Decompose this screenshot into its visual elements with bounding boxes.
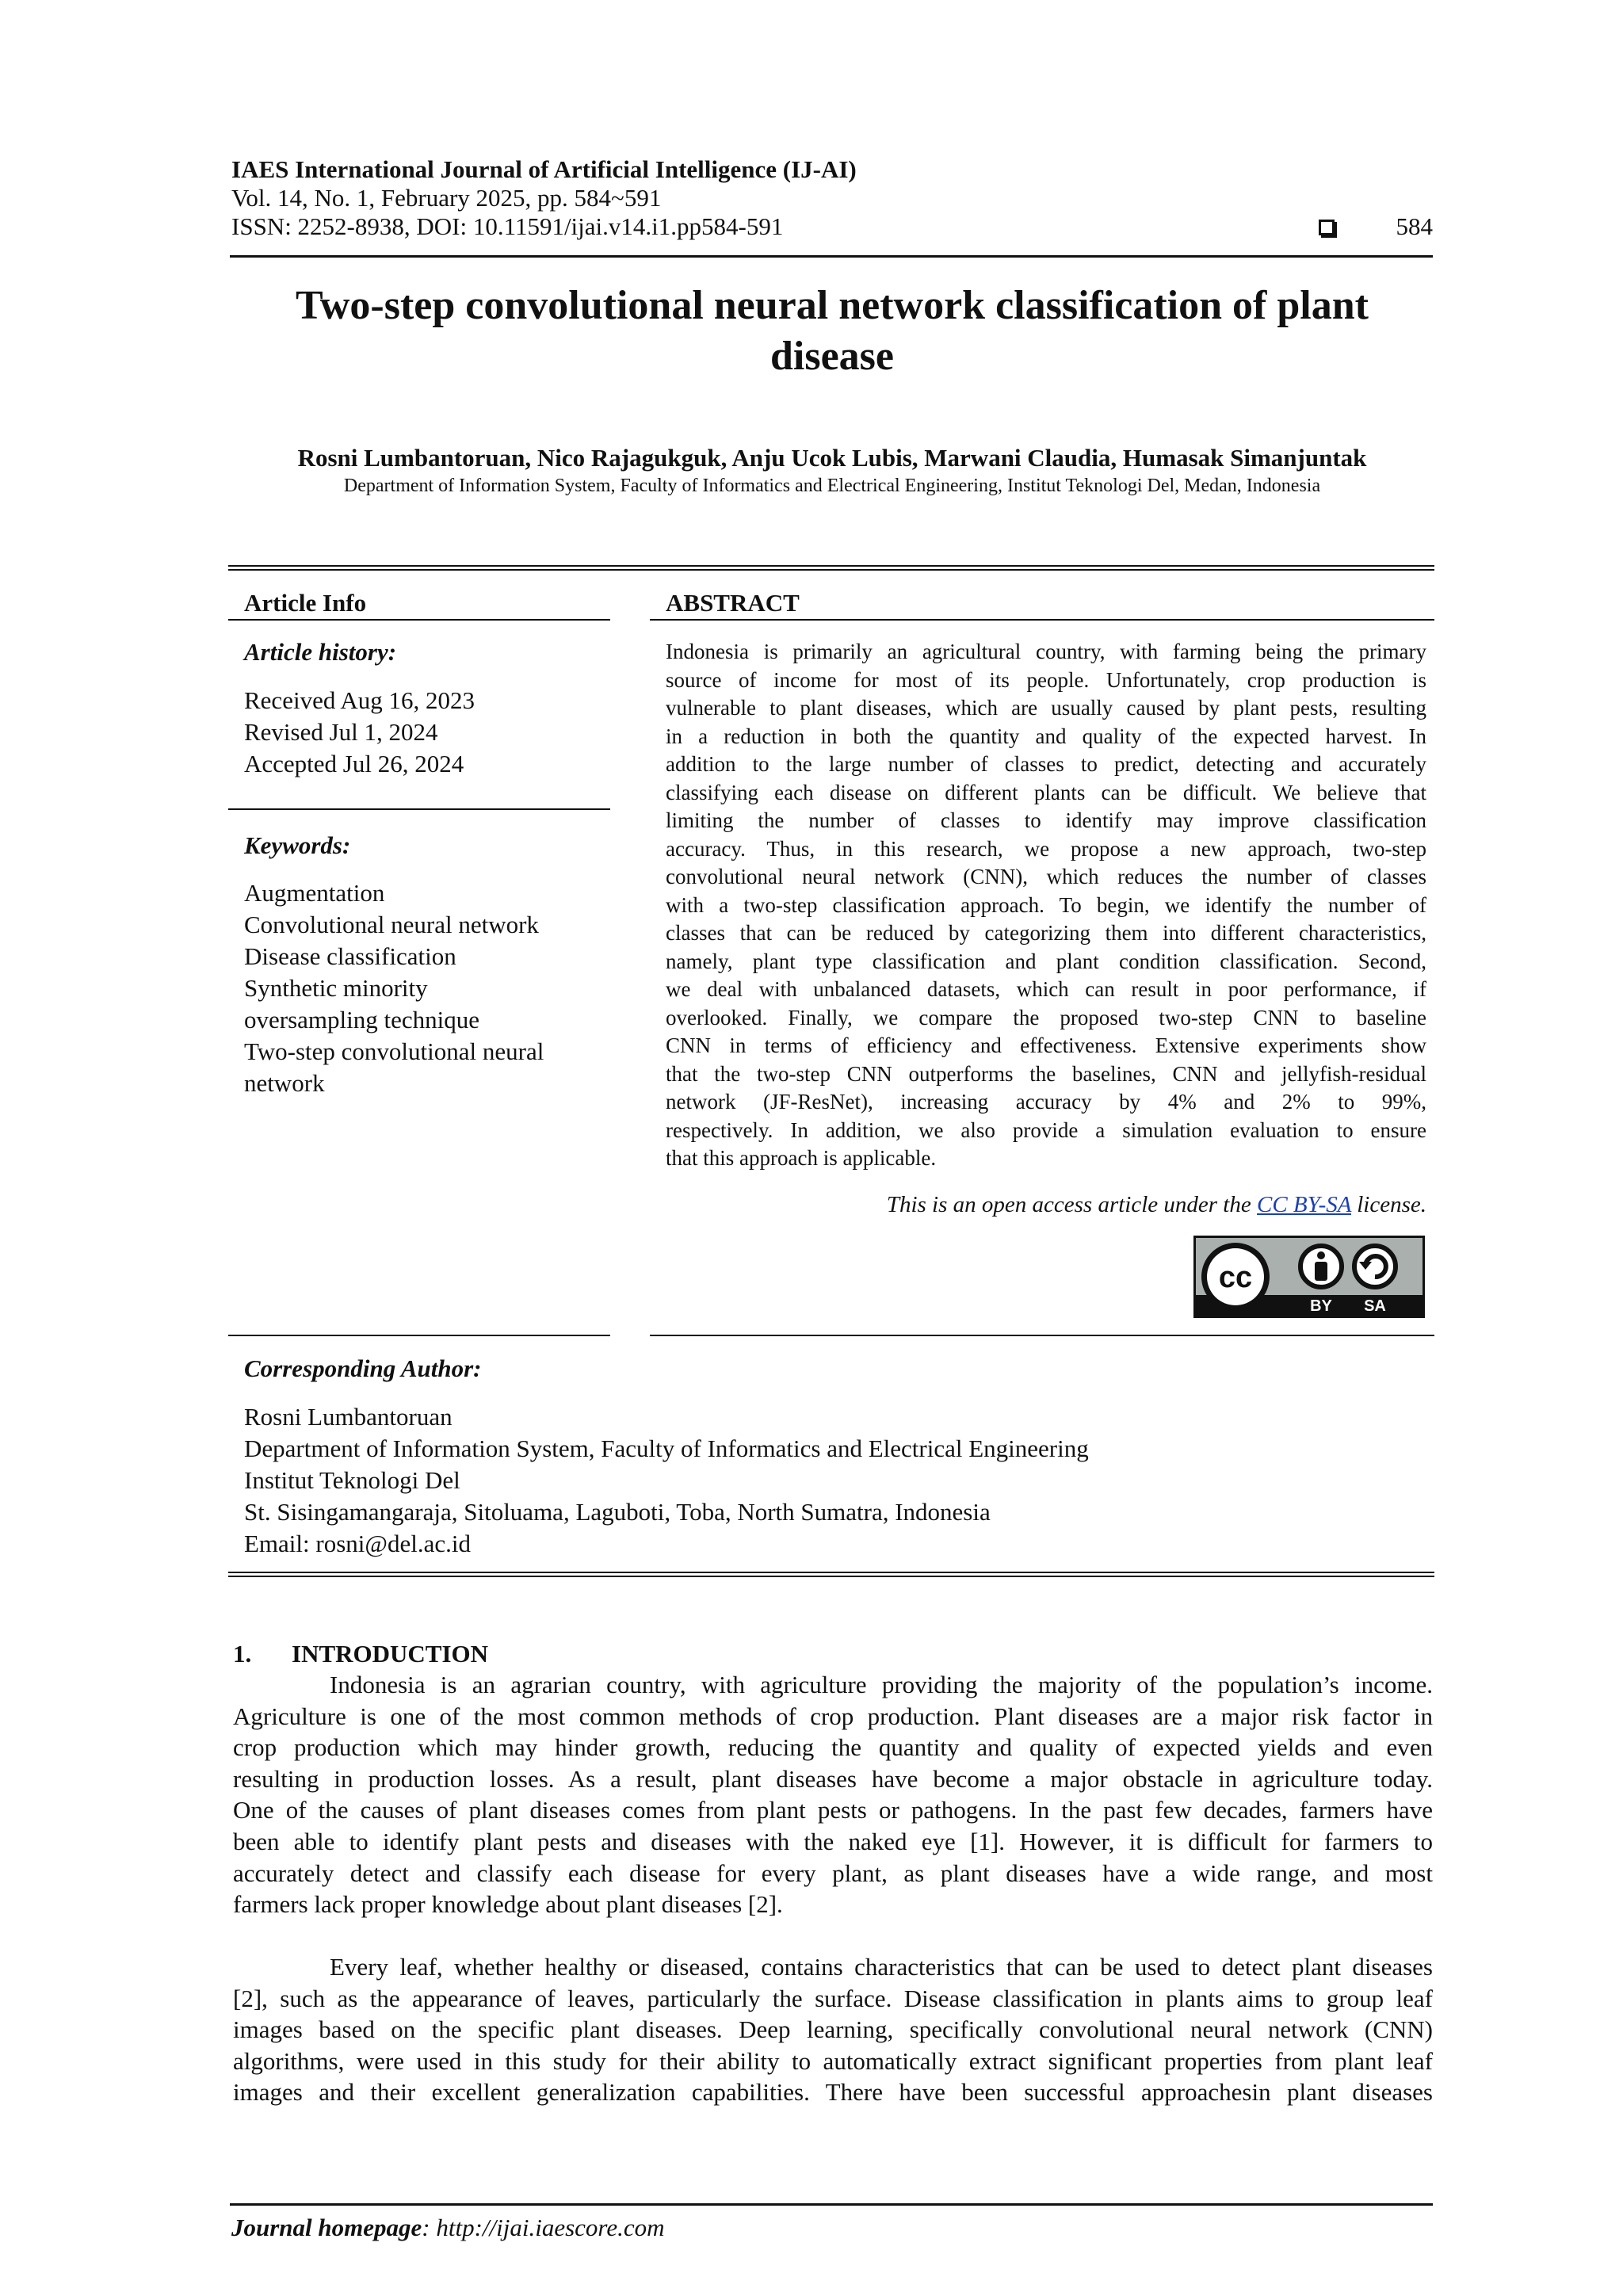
history-received: Received Aug 16, 2023 — [244, 686, 475, 714]
homepage-label: Journal homepage — [231, 2214, 422, 2241]
keyword-item: network — [244, 1069, 325, 1097]
keyword-item: oversampling technique — [244, 1006, 479, 1033]
info-rule-top — [228, 565, 1434, 567]
abstract-line: in a reduction in both the quantity and quality of the expected harvest. In — [666, 724, 1426, 748]
keyword-item: Augmentation — [244, 879, 385, 907]
body-line: [2], such as the appearance of leaves, particularly the surface. Disease classification in plants aims to group leaf — [233, 1984, 1433, 2012]
info-rule-end — [228, 1572, 1434, 1573]
abstract-line: CNN in terms of efficiency and effectiveness. Extensive experiments show — [666, 1033, 1426, 1057]
body-line: algorithms, were used in this study for their ability to automatically extract significant properties from plant leaf — [233, 2046, 1433, 2075]
cc-badge-graphic — [1196, 1238, 1423, 1316]
info-rule-top-double — [228, 569, 1434, 571]
license-prefix: This is an open access article under the — [886, 1192, 1257, 1217]
info-rule-bottom-right — [650, 1335, 1434, 1336]
body-line: images based on the specific plant diseases. Deep learning, specifically convolutional neural network (CNN) — [233, 2015, 1433, 2044]
journal-volume: Vol. 14, No. 1, February 2025, pp. 584~591 — [231, 184, 662, 212]
by-label: BY — [1310, 1297, 1332, 1315]
corresponding-department: Department of Information System, Faculty of Informatics and Electrical Engineering — [244, 1435, 1089, 1462]
corresponding-name: Rosni Lumbantoruan — [244, 1403, 453, 1431]
body-line: One of the causes of plant diseases comes from plant pests or pathogens. In the past few decades, farmers have — [233, 1796, 1433, 1824]
body-line: accurately detect and classify each disease for every plant, as plant diseases have a wide range, and most — [233, 1859, 1433, 1887]
body-line: Every leaf, whether healthy or diseased, contains characteristics that can be used to detect plant diseases — [330, 1953, 1433, 1981]
abstract-line: addition to the large number of classes to predict, detecting and accurately — [666, 752, 1426, 776]
abstract-line: namely, plant type classification and plant condition classification. Second, — [666, 949, 1426, 973]
journal-homepage — [231, 2213, 665, 2243]
journal-issn-doi: ISSN: 2252-8938, DOI: 10.11591/ijai.v14.i1.pp584-591 — [231, 212, 784, 240]
footer-rule — [230, 2203, 1433, 2206]
homepage-separator: : — [422, 2214, 437, 2241]
abstract-line: source of income for most of its people. Unfortunately, crop production is — [666, 667, 1426, 692]
keyword-item: Disease classification — [244, 942, 456, 970]
article-info-rule — [228, 619, 610, 621]
body-line: farmers lack proper knowledge about plant diseases [2]. — [233, 1890, 783, 1919]
author-list: Rosni Lumbantoruan, Nico Rajagukguk, Anju Ucok Lubis, Marwani Claudia, Humasak Simanjuntak — [297, 444, 1367, 472]
intro-paragraph-2 — [233, 1951, 1433, 2108]
abstract-line: convolutional neural network (CNN), which reduces the number of classes — [666, 865, 1426, 888]
abstract-line: classifying each disease on different plants can be difficult. We believe that — [666, 780, 1426, 804]
abstract-line: accuracy. Thus, in this research, we propose a new approach, two-step — [666, 836, 1426, 861]
intro-paragraph-1 — [233, 1669, 1433, 1920]
cc-label: cc — [1218, 1261, 1253, 1294]
title-line-2: disease — [770, 334, 894, 379]
page-number: 584 — [1396, 212, 1433, 240]
corresponding-email: Email: rosni@del.ac.id — [244, 1530, 471, 1557]
section-title: INTRODUCTION — [292, 1640, 489, 1668]
section-number: 1. — [233, 1640, 252, 1668]
keyword-item: Convolutional neural network — [244, 911, 539, 938]
abstract-line: network (JF-ResNet), increasing accuracy by 4% and 2% to 99%, — [666, 1090, 1426, 1114]
license-statement — [666, 1190, 1426, 1219]
article-history — [244, 685, 475, 780]
article-info-heading: Article Info — [244, 589, 367, 617]
keyword-item: Two-step convolutional neural — [244, 1037, 544, 1065]
body-line: been able to identify plant pests and diseases with the naked eye [1]. However, it is difficult for farmers to — [233, 1827, 1433, 1855]
abstract-line: that this approach is applicable. — [666, 1146, 937, 1170]
history-revised: Revised Jul 1, 2024 — [244, 718, 438, 746]
corresponding-author-label: Corresponding Author: — [244, 1354, 482, 1382]
body-line: Indonesia is an agrarian country, with agriculture providing the majority of the population’s income. — [330, 1671, 1433, 1698]
info-rule-bottom-left — [228, 1335, 610, 1336]
keyword-item: Synthetic minority — [244, 974, 428, 1002]
paper-title — [231, 281, 1433, 382]
keywords-label: Keywords: — [244, 831, 351, 859]
share-alike-icon — [1354, 1246, 1396, 1287]
header-rule — [230, 255, 1433, 258]
article-history-label: Article history: — [244, 638, 397, 666]
abstract-rule — [650, 619, 1434, 621]
journal-name: IAES International Journal of Artificial Intelligence (IJ-AI) — [231, 155, 857, 183]
title-line-1: Two-step convolutional neural network classification of plant — [296, 283, 1369, 328]
homepage-url[interactable]: http://ijai.iaescore.com — [436, 2214, 665, 2241]
corresponding-institution: Institut Teknologi Del — [244, 1466, 460, 1494]
corresponding-address: St. Sisingamangaraja, Sitoluama, Laguboti, Toba, North Sumatra, Indonesia — [244, 1498, 991, 1526]
abstract-line: respectively. In addition, we also provide a simulation evaluation to ensure — [666, 1117, 1426, 1142]
abstract-heading: ABSTRACT — [666, 589, 800, 617]
checkbox-square-icon — [1319, 220, 1335, 235]
body-line: resulting in production losses. As a result, plant diseases have become a major obstacle in agriculture today. — [233, 1764, 1433, 1793]
abstract-line: vulnerable to plant diseases, which are usually caused by plant pests, resulting — [666, 696, 1426, 720]
history-accepted: Accepted Jul 26, 2024 — [244, 750, 464, 777]
body-line: Agriculture is one of the most common methods of crop production. Plant diseases are a major risk factor in — [233, 1702, 1433, 1730]
abstract-line: limiting the number of classes to identify may improve classification — [666, 808, 1426, 832]
cc-by-sa-badge[interactable] — [1193, 1236, 1425, 1318]
keywords-rule — [228, 808, 610, 810]
info-rule-end-double — [228, 1576, 1434, 1577]
license-suffix: license. — [1350, 1192, 1426, 1217]
license-link[interactable]: CC BY-SA — [1257, 1192, 1351, 1217]
abstract-line: we deal with unbalanced datasets, which can result in poor performance, if — [666, 977, 1426, 1001]
abstract-line: classes that can be reduced by categorizing them into different characteristics, — [666, 921, 1426, 945]
abstract-line: with a two-step classification approach. To begin, we identify the number of — [666, 892, 1426, 917]
affiliation: Department of Information System, Faculty of Informatics and Electrical Engineering, Institut Teknologi Del, Medan, Indonesia — [343, 476, 1321, 496]
abstract-line: Indonesia is primarily an agricultural country, with farming being the primary — [666, 640, 1426, 663]
abstract-line: that the two-step CNN outperforms the baselines, CNN and jellyfish-residual — [666, 1061, 1426, 1086]
keyword-list — [244, 877, 593, 1099]
attribution-icon — [1300, 1246, 1342, 1287]
corresponding-author-details — [244, 1401, 1089, 1560]
body-line: crop production which may hinder growth, reducing the quantity and quality of expected yields and even — [233, 1733, 1433, 1762]
body-line: images and their excellent generalization capabilities. There have been successful approachesin plant diseases — [233, 2078, 1433, 2107]
abstract-line: overlooked. Finally, we compare the proposed two-step CNN to baseline — [666, 1005, 1426, 1030]
abstract-body — [666, 638, 1426, 1173]
sa-label: SA — [1364, 1297, 1386, 1315]
